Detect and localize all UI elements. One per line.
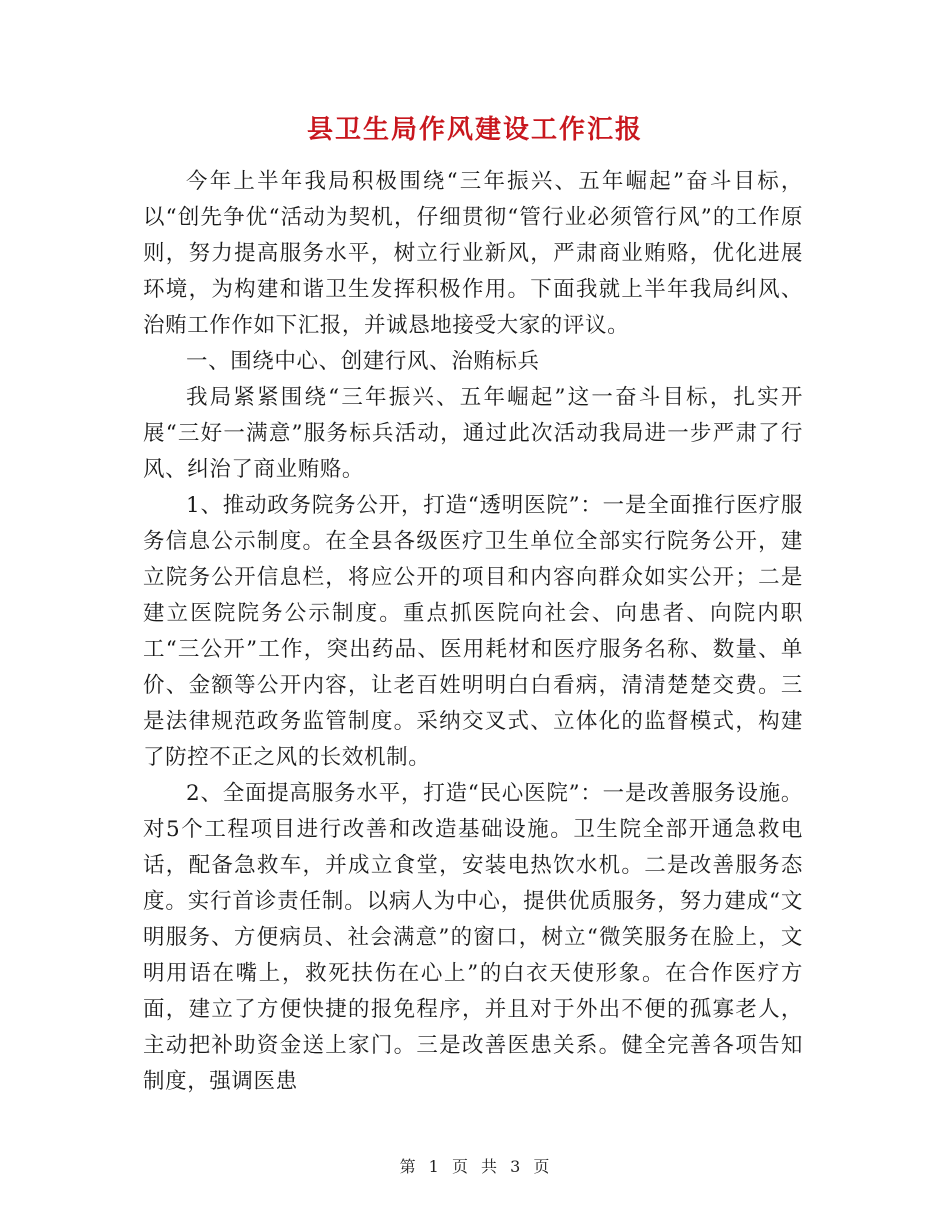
item-2-paragraph: 2、全面提高服务水平，打造“民心医院”：一是改善服务设施。对5个工程项目进行改善和改造基础设施。卫生院全部开通急救电话，配备急救车，并成立食堂，安装电热饮水机。二是改善服务态度。实行首诊责任制。以病人为中心，提供优质服务，努力建成“文明服务、方便病员、社会满意”的窗口，树立“微笑服务在脸上，文明用语在嘴上，救死扶伤在心上”的白衣天使形象。在合作医疗方面，建立了方便快捷的报免程序，并且对于外出不便的孤寡老人，主动把补助资金送上家门。三是改善医患关系。健全完善各项告知制度，强调医患 — [143, 781, 803, 1094]
section-heading: 一、围绕中心、创建行风、治贿标兵 — [186, 349, 540, 374]
document-title: 县卫生局作风建设工作汇报 — [306, 115, 643, 145]
section-paragraph: 我局紧紧围绕“三年振兴、五年崛起”这一奋斗目标，扎实开展“三好一满意”服务标兵活动，通过此次活动我局进一步严肃了行风、纠治了商业贿赂。 — [143, 385, 803, 482]
document-body — [143, 164, 803, 1100]
item-1-paragraph: 1、推动政务院务公开，打造“透明医院”：一是全面推行医疗服务信息公示制度。在全县各级医疗卫生单位全部实行院务公开，建立院务公开信息栏，将应公开的项目和内容向群众如实公开；二是建立医院院务公示制度。重点抓医院向社会、向患者、向院内职工“三公开”工作，突出药品、医用耗材和医疗服务名称、数量、单价、金额等公开内容，让老百姓明明白白看病，清清楚楚交费。三是法律规范政务监管制度。采纳交叉式、立体化的监督模式，构建了防控不正之风的长效机制。 — [143, 493, 803, 770]
page-number-footer: 第 1 页 共 3 页 — [399, 1157, 551, 1176]
intro-paragraph: 今年上半年我局积极围绕“三年振兴、五年崛起”奋斗目标，以“创先争优“活动为契机，仔细贯彻“管行业必须管行风”的工作原则，努力提高服务水平，树立行业新风，严肃商业贿赂，优化进展环境，为构建和谐卫生发挥积极作用。下面我就上半年我局纠风、治贿工作作如下汇报，并诚恳地接受大家的评议。 — [143, 169, 803, 338]
